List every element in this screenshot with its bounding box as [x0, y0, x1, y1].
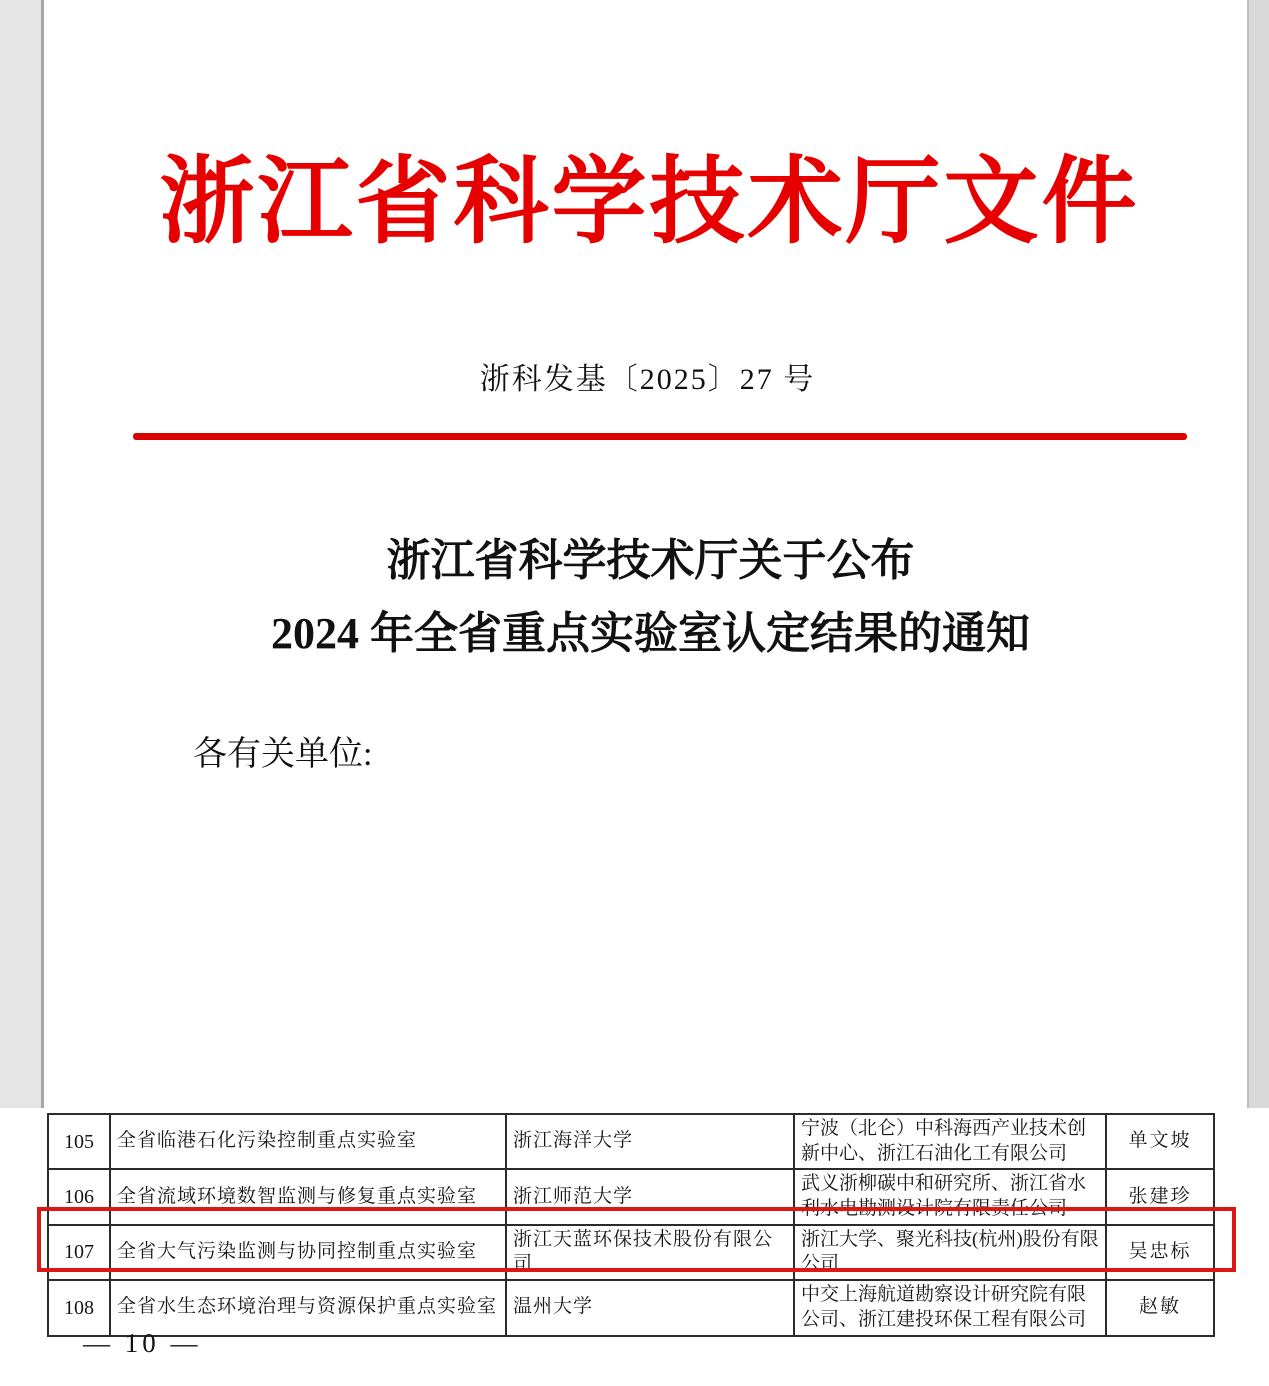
row-number-cell: 108: [48, 1280, 110, 1335]
partner-units-cell: 武义浙柳碳中和研究所、浙江省水利水电勘测设计院有限责任公司: [794, 1169, 1106, 1224]
partner-units-cell: 浙江大学、聚光科技(杭州)股份有限公司: [794, 1225, 1106, 1280]
lab-name-cell: 全省流域环境数智监测与修复重点实验室: [110, 1169, 506, 1224]
director-cell: 赵敏: [1106, 1280, 1214, 1335]
lab-name-cell: 全省水生态环境治理与资源保护重点实验室: [110, 1280, 506, 1335]
lab-name-cell: 全省大气污染监测与协同控制重点实验室: [110, 1225, 506, 1280]
row-number-cell: 106: [48, 1169, 110, 1224]
row-107-highlight-box: [37, 1207, 1236, 1272]
row-number-cell: 105: [48, 1114, 110, 1169]
document-number: 浙科发基〔2025〕27 号: [479, 363, 816, 396]
row-number-cell: 107: [48, 1225, 110, 1280]
body-line: [193, 899, 1165, 955]
body-paragraph: [193, 787, 1165, 1123]
partner-units-cell: 宁波（北仑）中科海西产业技术创新中心、浙江石油化工有限公司: [794, 1114, 1106, 1169]
partner-units-cell: 中交上海航道勘察设计研究院有限公司、浙江建投环保工程有限公司: [794, 1280, 1106, 1335]
host-unit-cell: 温州大学: [506, 1280, 794, 1335]
page-number: — 10 —: [83, 1328, 202, 1358]
red-divider-rule: [133, 433, 1187, 440]
host-unit-cell: 浙江海洋大学: [506, 1114, 794, 1169]
director-cell: 吴忠标: [1106, 1225, 1214, 1280]
body-line: [193, 1011, 1165, 1067]
notice-title-line-2: 2024 年全省重点实验室认定结果的通知: [271, 609, 1030, 658]
director-cell: 单文坡: [1106, 1114, 1214, 1169]
table-row: [48, 1280, 1214, 1335]
salutation: 各有关单位:: [193, 736, 373, 773]
body-line: [193, 955, 1165, 1011]
lab-name-cell: 全省临港石化污染控制重点实验室: [110, 1114, 506, 1169]
director-cell: 张建珍: [1106, 1169, 1214, 1224]
body-line: [193, 787, 1165, 843]
notice-title-line-1: 浙江省科学技术厅关于公布: [386, 536, 915, 585]
notice-title: [0, 524, 1269, 670]
host-unit-cell: 浙江天蓝环保技术股份有限公司: [506, 1225, 794, 1280]
host-unit-cell: 浙江师范大学: [506, 1169, 794, 1224]
table-row: [48, 1114, 1214, 1169]
agency-banner-title: 浙江省科学技术厅文件: [159, 149, 1140, 255]
body-line: [193, 843, 1165, 899]
